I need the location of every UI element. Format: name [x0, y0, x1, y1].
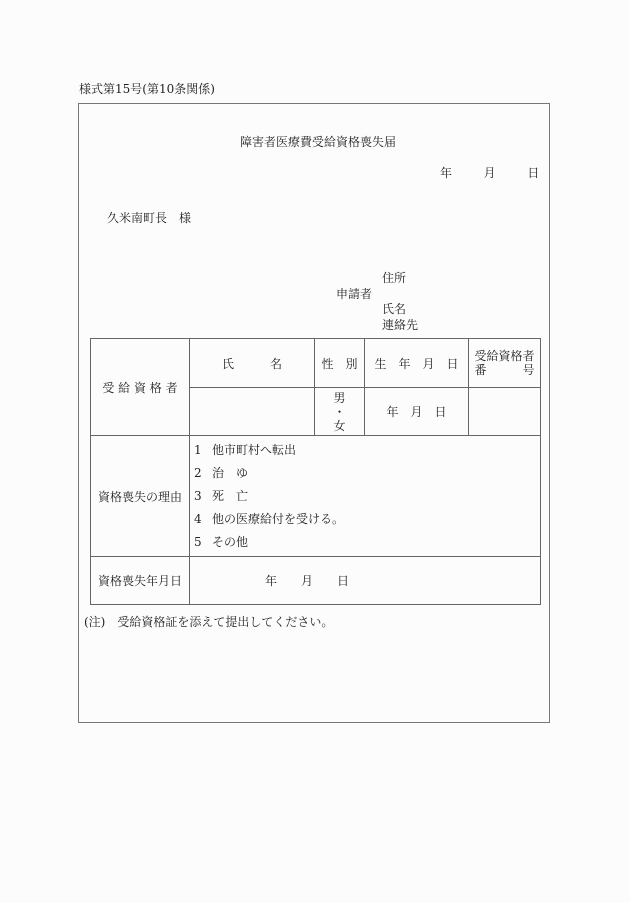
note: (注) 受給資格証を添えて提出してください。 [84, 615, 334, 629]
recipient-table [90, 338, 541, 605]
loss-date-field[interactable]: 年 月 日 [190, 557, 541, 605]
recipient-number-field[interactable] [469, 388, 541, 436]
sex-female-option[interactable]: 女 [333, 418, 346, 433]
form-number: 様式第15号(第10条関係) [79, 82, 215, 96]
applicant-label: 申請者 [336, 287, 373, 301]
reason-item[interactable]: 3 死 亡 [194, 488, 249, 503]
header-name: 氏 名 [190, 339, 315, 388]
reason-item[interactable]: 1 他市町村へ転出 [194, 442, 297, 457]
name-label[interactable]: 氏名 [382, 302, 407, 316]
header-birthdate: 生 年 月 日 [365, 339, 469, 388]
form-title: 障害者医療費受給資格喪失届 [240, 135, 397, 149]
sex-field[interactable]: 男 ・ 女 [315, 388, 365, 436]
reason-label: 資格喪失の理由 [91, 436, 190, 557]
date-day: 日 [527, 166, 540, 180]
birthdate-field[interactable]: 年 月 日 [365, 388, 469, 436]
reason-list [190, 436, 541, 557]
name-field[interactable] [190, 388, 315, 436]
reason-item[interactable]: 4 他の医療給付を受ける。 [194, 511, 345, 526]
recipient-label: 受 給 資 格 者 [91, 339, 190, 436]
date-year: 年 [440, 166, 453, 180]
date-month: 月 [483, 166, 496, 180]
sex-male-option[interactable]: 男 [333, 390, 346, 405]
address-label[interactable]: 住所 [382, 271, 407, 285]
loss-date-label: 資格喪失年月日 [91, 557, 190, 605]
addressee: 久米南町長 様 [107, 211, 192, 225]
reason-item[interactable]: 5 その他 [194, 534, 249, 549]
reason-item[interactable]: 2 治 ゆ [194, 465, 249, 480]
header-sex: 性 別 [315, 339, 365, 388]
submission-date[interactable] [440, 164, 539, 181]
header-recipient-number: 受給資格者 番 号 [469, 339, 541, 388]
contact-label[interactable]: 連絡先 [382, 318, 419, 332]
